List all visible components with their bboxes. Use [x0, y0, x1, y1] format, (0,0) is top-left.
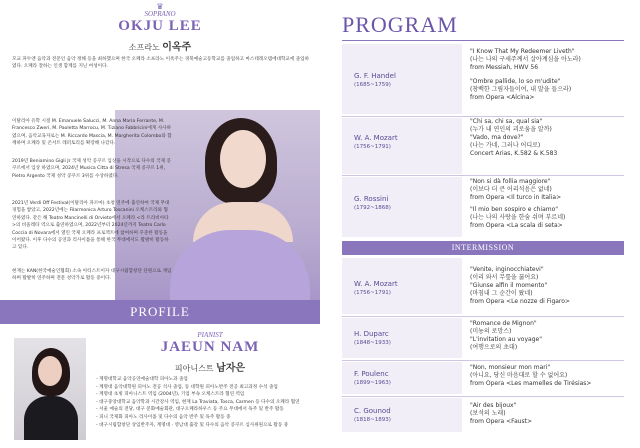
composer-years: (1899~1963) [354, 380, 391, 386]
piece-title: "Air des bijoux" [470, 402, 517, 409]
piece-source: from Opera <Le nozze di Figaro> [470, 298, 570, 305]
piece-source: from Messiah, HWV 56 [470, 64, 539, 71]
piece-source: from Opera <La scala di seta> [470, 222, 563, 229]
program-title: PROGRAM [342, 12, 458, 37]
piece-list [470, 266, 630, 306]
soprano-role: SOPRANO [144, 10, 176, 18]
composer-years: (1756~1791) [354, 290, 391, 296]
piece-korean: (마침내 그 순간이 왔네) [470, 290, 533, 297]
soprano-bio-4: 2021년 Verdi Off Festival(이탈리아 파르마) 초청 연주에 출연하여 국제 무대 경험을 쌓았고, 2022년에는 Filarmonica Arturo Toscanini 오케스트라와 협연하였다. 같은 해 Teatro Mancinelli di Orvieto에서 오페라 <라 트라비아타>의 비올레타 역으로 출연하였으며, 2022년부터 2024년까지 Teatro Carlo Coccia di Novara에서 열린 국제 오페라 프로젝트에 참여하며 꾸준한 활동을 이어왔다. 이후 다수의 공연과 리사이틀을 통해 한국 무대에서도 활발히 활동하고 있다. [12, 201, 170, 251]
composer-name: G. F. Handel [354, 72, 396, 80]
pianist-portrait [14, 338, 86, 440]
portrait-face [38, 356, 62, 386]
piece-title: "I Know That My Redeemer Liveth" [470, 48, 575, 55]
piece-title: "Venite, inginocchiatevi" [470, 266, 544, 273]
composer-box [342, 118, 462, 174]
portrait-body [24, 396, 78, 440]
piece-source: from Opera <Les mamelles de Tirésias> [470, 380, 592, 387]
piece-source: Concert Arias, K.582 & K.583 [470, 150, 558, 157]
composer-years: (1818~1893) [354, 417, 391, 423]
piece-korean: (나는 가네, 그러나 어디로) [470, 142, 541, 149]
composer-name: C. Gounod [354, 407, 391, 415]
soprano-bio-2: 이탈리아 유학 시절 M. Emanuele Salucci, M. Anna Maria Ferrante, M. Francesco Zweri, M. Paoletta Marrocu, M. Tiziano Fabbricini에게 사사하였으며, 음악교육자로는 M. Riccardo Mascia, M. Margherita Colombo와 함께하며 오페라 및 콘서트 레퍼토리를 확장해 나갔다. [12, 119, 172, 147]
section-divider [342, 316, 624, 317]
piece-title: "Chi sa, chi sa, qual sia" [470, 118, 543, 125]
section-divider [342, 116, 624, 117]
soprano-bio-3: 2019년 Beniamino Gigli Jr 국제 성악 콩쿠르 입상을 시작으로 다수의 국제 콩쿠르에서 입상 하였으며, 2024년 Musica Citta di Stresa 국제 콩쿠르 1위, Pietro Argento 국제 성악 콩쿠르 3위를 수상하였다. [12, 159, 171, 179]
title-divider [342, 40, 624, 41]
list-item: - 서울 예술의 전당, 대구 문화예술회관, 대구오페라하우스 등 주요 무대에서 독주 및 반주 활동 [96, 407, 284, 413]
piece-source: from Opera <Il turco in Italia> [470, 194, 562, 201]
list-item: - 대구시립합창단 상임반주자, 계명대 · 영남대 출강 및 다수의 음악 콩쿠르 심사위원으로 활동 중 [96, 422, 289, 428]
composer-name: F. Poulenc [354, 370, 389, 378]
piece-list [470, 118, 630, 158]
piece-title: "Il mio ben sospiro e chiamo" [470, 206, 559, 213]
portrait-face [220, 130, 266, 188]
list-item: - 대구중앙대학교 음악학과 시간강사 역임, 현재 La Traviata, Tosca, Carmen 등 다수의 오페라 협연 [96, 399, 300, 405]
piece-korean: (보석의 노래) [470, 410, 506, 417]
list-item: - 계명대 음악대학원 피아노 전공 석사 졸업, 동 대학원 피아노반주 전공 최고과정 수석 졸업 [96, 384, 278, 390]
piece-title: "L'invitation au voyage" [470, 336, 542, 343]
piece-list [470, 48, 630, 102]
piece-title: "Romance de Mignon" [470, 320, 537, 327]
piece-list [470, 364, 630, 388]
composer-years: (1848~1933) [354, 340, 391, 346]
soprano-name-ko: 소프라노 이옥주 [128, 42, 192, 53]
composer-name: W. A. Mozart [354, 134, 398, 142]
list-item: - 피니 국제화 피아노 리사이틀 및 다수의 음악 반주 및 독주 활동 중 [96, 414, 231, 420]
portrait-dress [170, 230, 310, 310]
piece-list [470, 178, 630, 230]
composer-name: G. Rossini [354, 195, 389, 203]
right-page [320, 0, 640, 448]
piece-korean: (창백한 그림자들이여, 내 말을 들으라) [470, 86, 572, 93]
soprano-bio-5: 현재는 KAN(한국예술인협회) 소속 아티스트이자 대구시립합창단 단원으로 재임하며 활발히 연주하며 전문 성악가로 활동 중이다. [12, 269, 172, 282]
composer-box [342, 258, 462, 314]
composer-years: (1756~1791) [354, 144, 391, 150]
piece-korean: (이리 와서 무릎을 꿇어요) [470, 274, 539, 281]
composer-box [342, 177, 462, 237]
composer-box [342, 44, 462, 114]
composer-years: (1685~1759) [354, 82, 391, 88]
list-item: - 계명대 초빙 피아니스트 역임 (2004년), 기업 부속 오케스트라 협연 역임 [96, 392, 245, 398]
piece-title: "Non si dà follia maggiore" [470, 178, 551, 185]
soprano-bio-1: 모교 파두엔 음악과 전문인 음악 정해 등을 최하했으며 한국 오페라 소프라노 이옥주는 경북예술고등학교를 졸업하고 마스테레오템에대학교에 졸업하였다. 오페라 잘하는 인생 합계를 지닌 여성이다. [12, 57, 310, 70]
piece-korean: (미뇽의 로망스) [470, 328, 512, 335]
composer-name: H. Duparc [354, 330, 389, 338]
piece-korean: (나는 나의 사랑을 한숨 쉬며 부르네) [470, 214, 566, 221]
profile-bar: PROFILE [0, 300, 320, 324]
piece-source: from Opera <Alcina> [470, 94, 535, 101]
composer-box [342, 318, 462, 358]
piece-title: "Ombre pallide, lo so m'udite" [470, 78, 561, 85]
pianist-name-ko: 피아니스트 남자은 [174, 363, 246, 374]
intermission-bar: INTERMISSION [342, 241, 624, 255]
soprano-name-en: OKJU LEE [118, 18, 202, 34]
piece-korean: (누가 내 연인의 괴로움을 알까) [470, 126, 552, 133]
pianist-career-list [96, 376, 316, 429]
piece-source: from Opera <Faust> [470, 418, 533, 425]
composer-box [342, 398, 462, 432]
composer-years: (1792~1868) [354, 205, 391, 211]
piece-korean: (아니요, 당신 마음대로 할 수 없어요) [470, 372, 568, 379]
piece-list [470, 402, 630, 426]
piece-title: "Giunse alfin il momento" [470, 282, 548, 289]
composer-name: W. A. Mozart [354, 280, 398, 288]
section-divider [342, 360, 624, 361]
list-item: - 계명대학교 음악공연예술대학 피아노과 졸업 [96, 377, 188, 382]
piece-title: "Non, monsieur mon mari" [470, 364, 551, 371]
piece-title: "Vado, ma dove?" [470, 134, 524, 141]
piece-korean: (이보다 더 큰 어리석음은 없네) [470, 186, 552, 193]
pianist-role: PIANIST [197, 331, 223, 339]
pianist-name-en: JAEUN NAM [160, 339, 260, 355]
section-divider [342, 396, 624, 397]
crown-icon: ♛ [156, 2, 164, 11]
section-divider [342, 175, 624, 176]
composer-box [342, 362, 462, 394]
piece-list [470, 320, 630, 352]
piece-korean: (나는 나의 구세주께서 살아계심을 아노라) [470, 56, 581, 63]
piece-korean: (여행으로의 초대) [470, 344, 518, 351]
